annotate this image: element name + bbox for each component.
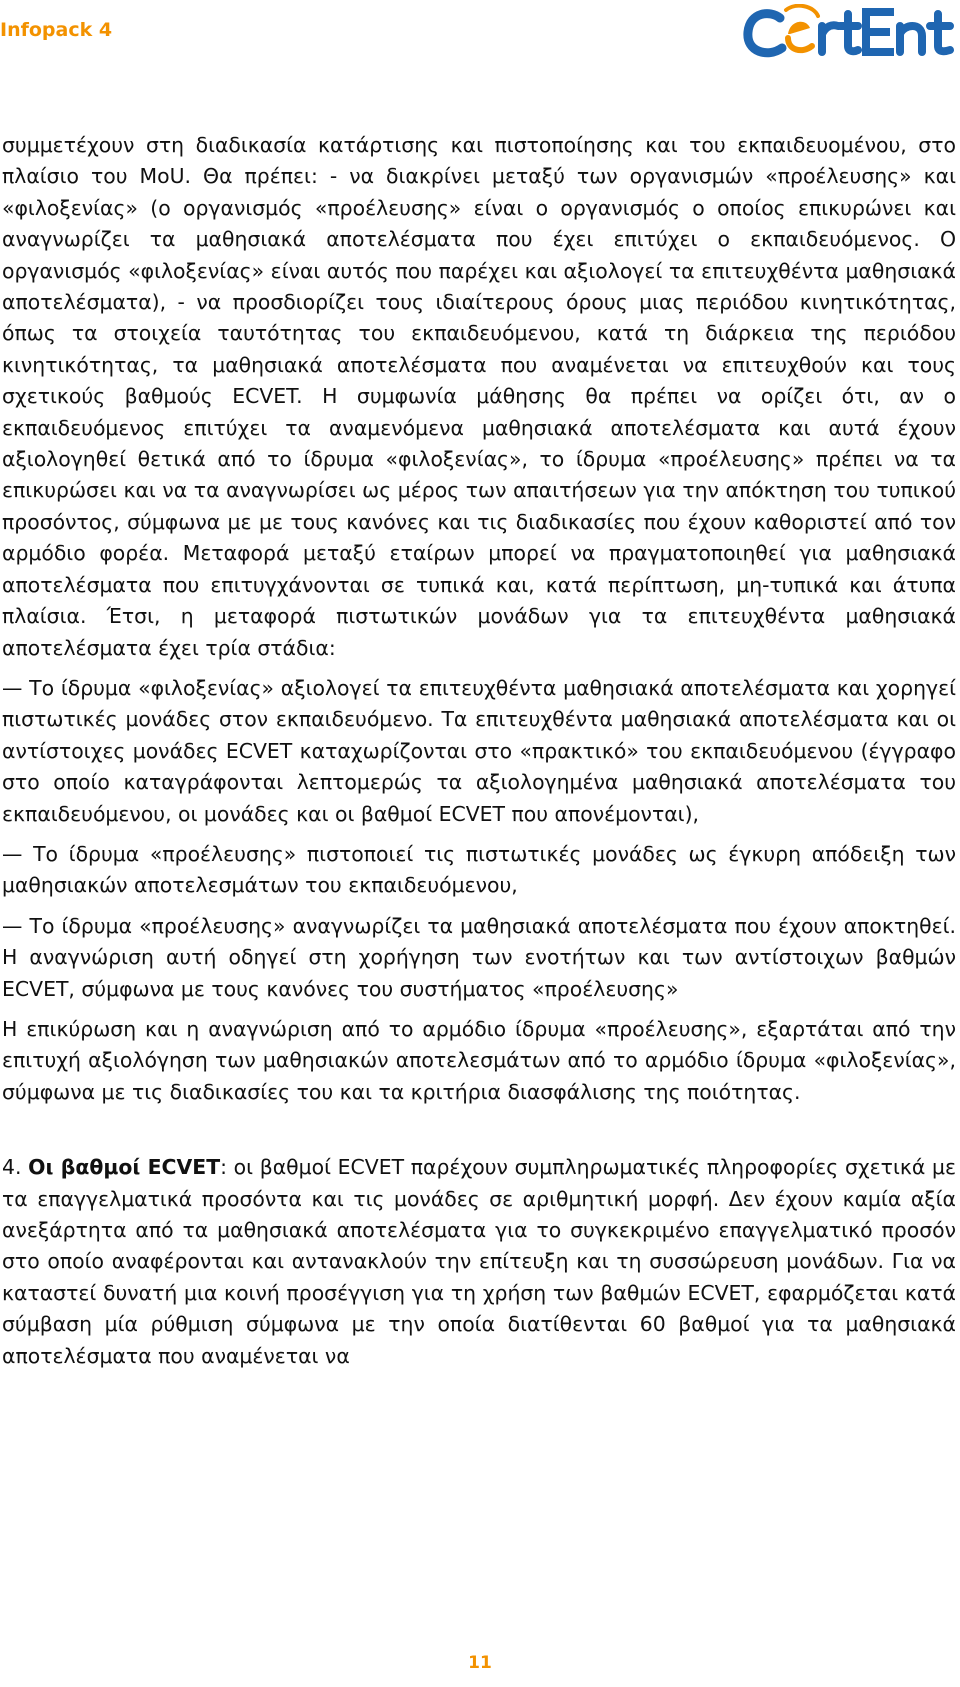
dash-icon: — (2, 675, 23, 700)
section-number: 4. (2, 1155, 29, 1180)
stage-3-text: Το ίδρυμα «προέλευσης» αναγνωρίζει τα μαθησιακά αποτελέσματα που έχουν αποκτηθεί. Η αναγνώριση αυτή οδηγεί στη χορήγηση των ενοτήτων και των αντίστοιχων βαθμών ECVET, σύμφωνα με τους κανόνες του συστήματος «προέλευσης» (2, 913, 956, 1001)
infopack-label: Infopack 4 (0, 19, 113, 41)
stage-2-item (2, 839, 956, 902)
stage-2-text: Το ίδρυμα «προέλευσης» πιστοποιεί τις πιστωτικές μονάδες ως έγκυρη απόδειξη των μαθησιακών αποτελεσμάτων του εκπαιδευόμενου, (2, 841, 956, 898)
paragraph-mou: συμμετέχουν στη διαδικασία κατάρτισης και πιστοποίησης και του εκπαιδευομένου, στο πλαίσιο του MoU. Θα πρέπει: - να διακρίνει μεταξύ των οργανισμών «προέλευσης» και «φιλοξενίας» (ο οργανισμός «προέλευσης» είναι ο οργανισμός ο οποίος επικυρώνει και αναγνωρίζει τα μαθησιακά αποτελέσματα που έχει επιτύχει ο εκπαιδευόμενος. Ο οργανισμός «φιλοξενίας» είναι αυτός που παρέχει και αξιολογεί τα επιτευχθέντα μαθησιακά αποτελέσματα), - να προσδιορίζει τους ιδιαίτερους όρους μιας περιόδου κινητικότητας, όπως τα στοιχεία ταυτότητας του εκπαιδευόμενου, κατά τη διάρκεια της περιόδου κινητικότητας, τα μαθησιακά αποτελέσματα που αναμένεται να επιτευχθούν και τους σχετικούς βαθμούς ECVET. Η συμφωνία μάθησης θα πρέπει να ορίζει ότι, αν ο εκπαιδευόμενος επιτύχει τα αναμενόμενα μαθησιακά αποτελέσματα και αυτά έχουν αξιολογηθεί θετικά από το ίδρυμα «φιλοξενίας», το ίδρυμα «προέλευσης» πρέπει να τα επικυρώσει και να τα αναγνωρίσει ως μέρος των απαιτήσεων για την απόκτηση του τυπικού προσόντος, σύμφωνα με με τους κανόνες και τις διαδικασίες που έχουν καθοριστεί από τον αρμόδιο φορέα. Μεταφορά μεταξύ εταίρων μπορεί να πραγματοποιηθεί για μαθησιακά αποτελέσματα που επιτυγχάνονται σε τυπικά και, κατά περίπτωση, μη-τυπικά και άτυπα πλαίσια. Έτσι, η μεταφορά πιστωτικών μονάδων για τα επιτευχθέντα μαθησιακά αποτελέσματα έχει τρία στάδια: (2, 133, 956, 660)
page-number: 11 (468, 1653, 492, 1673)
page-header (0, 0, 960, 70)
document-body (2, 130, 956, 1372)
paragraph-validation: Η επικύρωση και η αναγνώριση από το αρμόδιο ίδρυμα «προέλευσης», εξαρτάται από την επιτυχή αξιολόγηση των μαθησιακών αποτελεσμάτων από το αρμόδιο ίδρυμα «φιλοξενίας», σύμφωνα με τις διαδικασίες του και τα κριτήρια διασφάλισης της ποιότητας. (2, 1016, 956, 1104)
section-heading: Οι βαθμοί ECVET (28, 1155, 221, 1180)
certent-logo (740, 4, 960, 64)
dash-icon: — (2, 841, 23, 866)
dash-icon: — (2, 913, 23, 938)
stage-1-text: Το ίδρυμα «φιλοξενίας» αξιολογεί τα επιτευχθέντα μαθησιακά αποτελέσματα και χορηγεί πιστωτικές μονάδες στον εκπαιδευόμενο. Τα επιτευχθέντα μαθησιακά αποτελέσματα και οι αντίστοιχες μονάδες ECVET καταχωρίζονται στο «πρακτικό» του εκπαιδευόμενου (έγγραφο στο οποίο καταγράφονται λεπτομερώς τα αξιολογημένα μαθησιακά αποτελέσματα του εκπαιδευόμενου, οι μονάδες και οι βαθμοί ECVET που απονέμονται), (2, 675, 956, 826)
paragraph-ecvet-points (2, 1152, 956, 1372)
stage-3-item (2, 911, 956, 1005)
stage-1-item (2, 673, 956, 830)
section-text: : οι βαθμοί ECVET παρέχουν συμπληρωματικές πληροφορίες σχετικά με τα επαγγελματικά προσόντα και τις μονάδες σε αριθμητική μορφή. Δεν έχουν καμία αξία ανεξάρτητα από τα μαθησιακά αποτελέσματα για το συγκεκριμένο επαγγελματικό προσόν στο οποίο αναφέρονται και αντανακλούν την επίτευξη και τη συσσώρευση μονάδων. Για να καταστεί δυνατή μια κοινή προσέγγιση για τη χρήση των βαθμών ECVET, εφαρμόζεται κατά σύμβαση μία ρύθμιση σύμφωνα με την οποία διατίθενται 60 βαθμοί για τα μαθησιακά αποτελέσματα που αναμένεται να (2, 1155, 956, 1368)
